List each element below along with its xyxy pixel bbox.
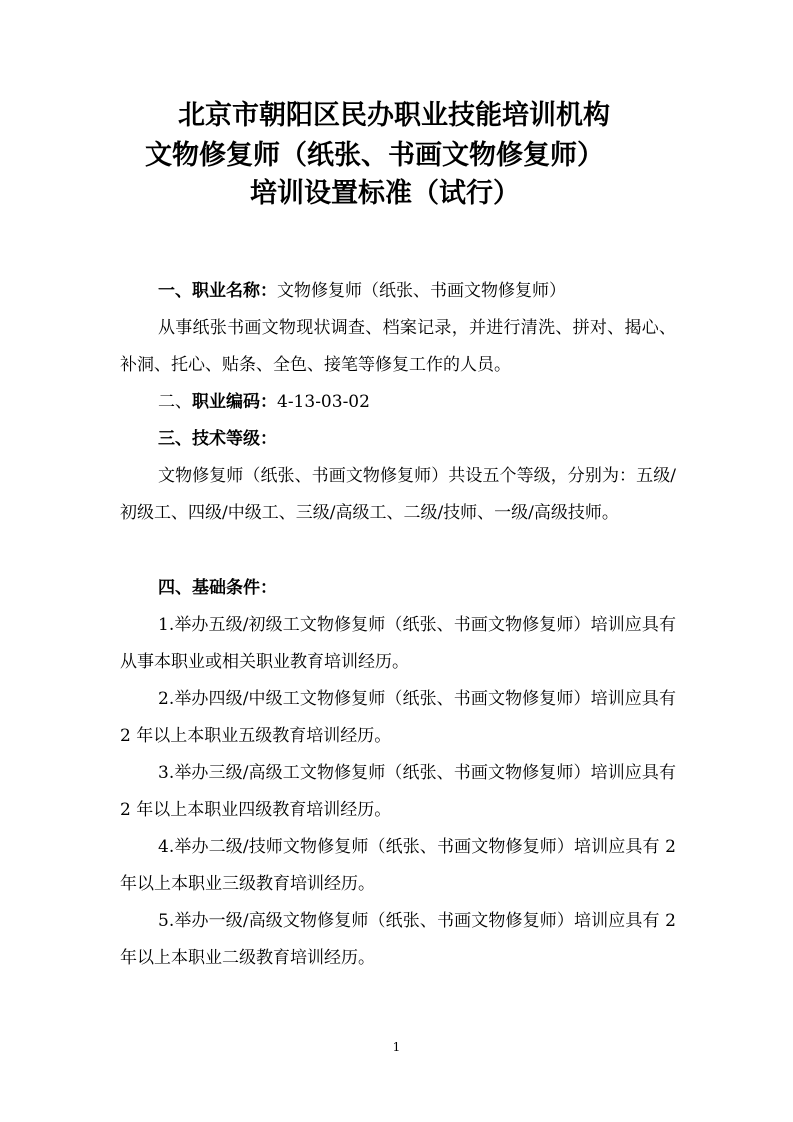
- occupation-description: 从事纸张书画文物现状调查、档案记录，并进行清洗、拼对、揭心、补洞、托心、贴条、全色、接笔等修复工作的人员。: [120, 318, 676, 375]
- title-line-1: 北京市朝阳区民办职业技能培训机构: [178, 100, 610, 131]
- section-value: 4-13-03-02: [277, 392, 370, 412]
- section-heading: 职业编码：: [192, 392, 277, 412]
- section-technical-level: 三、技术等级：: [158, 429, 277, 449]
- section-heading: 一、职业名称：: [158, 281, 277, 301]
- condition-item: 3.举办三级/高级工文物修复师（纸张、书画文物修复师）培训应具有 2 年以上本职业四级教育培训经历。: [120, 763, 676, 820]
- section-occupation-code: [120, 384, 676, 421]
- page-number: 1: [392, 1040, 401, 1054]
- condition-item: 2.举办四级/中级工文物修复师（纸张、书画文物修复师）培训应具有 2 年以上本职业五级教育培训经历。: [120, 689, 676, 746]
- condition-item: 4.举办二级/技师文物修复师（纸张、书画文物修复师）培训应具有 2 年以上本职业三级教育培训经历。: [120, 837, 676, 894]
- section-basic-conditions: 四、基础条件：: [158, 578, 277, 598]
- section-occupation-name: [120, 273, 676, 310]
- condition-item: 5.举办一级/高级文物修复师（纸张、书画文物修复师）培训应具有 2 年以上本职业二级教育培训经历。: [120, 911, 676, 968]
- section-prefix: 二、: [158, 392, 192, 412]
- condition-item: 1.举办五级/初级工文物修复师（纸张、书画文物修复师）培训应具有从事本职业或相关职业教育培训经历。: [120, 615, 676, 672]
- title-line-3: 培训设置标准（试行）: [250, 178, 520, 209]
- technical-level-description: 文物修复师（纸张、书画文物修复师）共设五个等级，分别为：五级/初级工、四级/中级工、三级/高级工、二级/技师、一级/高级技师。: [120, 466, 676, 523]
- title-line-2: 文物修复师（纸张、书画文物修复师）: [145, 140, 604, 171]
- section-value: 文物修复师（纸张、书画文物修复师）: [277, 281, 566, 301]
